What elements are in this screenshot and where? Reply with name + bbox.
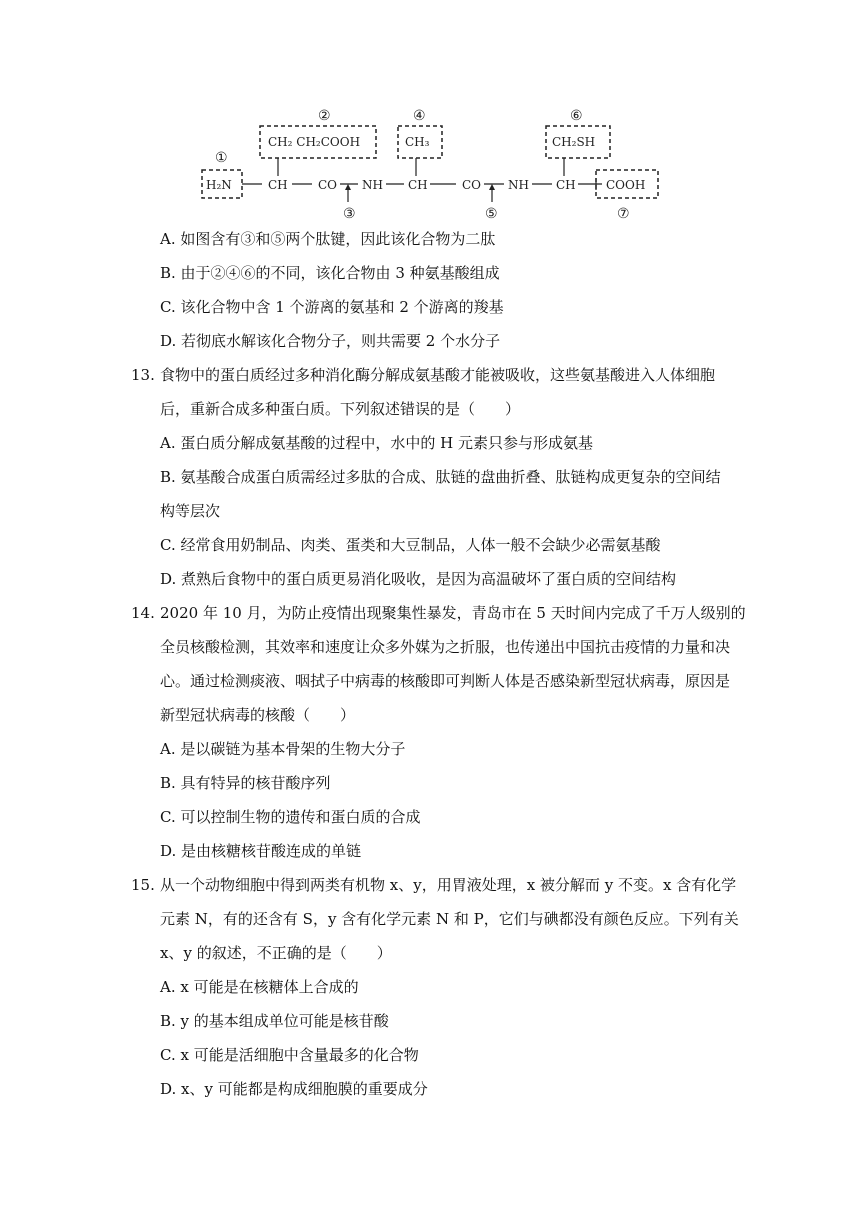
q13-number: 13.	[131, 366, 155, 384]
q15-stem-line-1: 从一个动物细胞中得到两类有机物 x、y，用胃液处理，x 被分解而 y 不变。x 含有化学	[160, 876, 737, 894]
q14-option-a: A. 是以碳链为基本骨架的生物大分子	[160, 740, 406, 758]
label-5: ⑤	[485, 206, 498, 222]
q13-stem-line-1: 食物中的蛋白质经过多种消化酶分解成氨基酸才能被吸收，这些氨基酸进入人体细胞	[160, 366, 716, 384]
q15-option-a: A. x 可能是在核糖体上合成的	[160, 978, 359, 996]
r-group-2: CH₂ CH₂COOH	[268, 135, 361, 149]
label-6: ⑥	[570, 108, 583, 124]
label-2: ②	[318, 108, 331, 124]
chain-co-2: CO	[462, 178, 482, 192]
q15-stem-line-2: 元素 N，有的还含有 S，y 含有化学元素 N 和 P，它们与碘都没有颜色反应。下列有关	[160, 910, 739, 928]
label-3: ③	[343, 206, 356, 222]
label-1: ①	[215, 150, 228, 166]
chain-ch-1: CH	[268, 178, 288, 192]
chain-ch-2: CH	[408, 178, 428, 192]
q15-option-d: D. x、y 可能都是构成细胞膜的重要成分	[160, 1080, 428, 1098]
q14-stem-line-4: 新型冠状病毒的核酸（ ）	[160, 706, 356, 724]
chain-co-1: CO	[318, 178, 338, 192]
chain-nh-2: NH	[508, 178, 529, 192]
peptide-arrowhead-5	[489, 184, 495, 190]
q14-option-d: D. 是由核糖核苷酸连成的单链	[160, 842, 362, 860]
peptide-structure-diagram	[190, 100, 670, 225]
q14-stem-line-1: 2020 年 10 月，为防止疫情出现聚集性暴发，青岛市在 5 天时间内完成了千万人级别的	[160, 604, 746, 622]
chain-nh-1: NH	[362, 178, 383, 192]
q13-option-c: C. 经常食用奶制品、肉类、蛋类和大豆制品，人体一般不会缺少必需氨基酸	[160, 536, 661, 554]
q12-option-b: B. 由于②④⑥的不同，该化合物由 3 种氨基酸组成	[160, 264, 500, 282]
q14-option-c: C. 可以控制生物的遗传和蛋白质的合成	[160, 808, 421, 826]
q15-option-b: B. y 的基本组成单位可能是核苷酸	[160, 1012, 389, 1030]
r-group-4: CH₃	[405, 135, 430, 149]
q12-option-a: A. 如图含有③和⑤两个肽键，因此该化合物为二肽	[160, 230, 496, 248]
label-7: ⑦	[617, 206, 630, 222]
q12-option-d: D. 若彻底水解该化合物分子，则共需要 2 个水分子	[160, 332, 501, 350]
peptide-arrowhead-3	[345, 184, 351, 190]
carboxyl-group: COOH	[606, 178, 646, 192]
r-group-6: CH₂SH	[552, 135, 596, 149]
q15-number: 15.	[131, 876, 155, 894]
q14-stem-line-3: 心。通过检测痰液、咽拭子中病毒的核酸即可判断人体是否感染新型冠状病毒，原因是	[160, 672, 731, 690]
q13-option-b: B. 氨基酸合成蛋白质需经过多肽的合成、肽链的盘曲折叠、肽链构成更复杂的空间结	[160, 468, 721, 486]
q12-option-c: C. 该化合物中含 1 个游离的氨基和 2 个游离的羧基	[160, 298, 504, 316]
q13-stem-line-2: 后，重新合成多种蛋白质。下列叙述错误的是（ ）	[160, 400, 521, 418]
label-4: ④	[413, 108, 426, 124]
q13-option-d: D. 煮熟后食物中的蛋白质更易消化吸收，是因为高温破坏了蛋白质的空间结构	[160, 570, 677, 588]
q14-option-b: B. 具有特异的核苷酸序列	[160, 774, 331, 792]
amino-group: H₂N	[206, 178, 232, 192]
q14-stem-line-2: 全员核酸检测，其效率和速度让众多外媒为之折服，也传递出中国抗击疫情的力量和决	[160, 638, 731, 656]
q15-stem-line-3: x、y 的叙述，不正确的是（ ）	[160, 944, 392, 962]
q15-option-c: C. x 可能是活细胞中含量最多的化合物	[160, 1046, 419, 1064]
q13-option-b-cont: 构等层次	[160, 502, 221, 520]
chain-ch-3: CH	[556, 178, 576, 192]
q14-number: 14.	[131, 604, 155, 622]
q13-option-a: A. 蛋白质分解成氨基酸的过程中，水中的 H 元素只参与形成氨基	[160, 434, 593, 452]
